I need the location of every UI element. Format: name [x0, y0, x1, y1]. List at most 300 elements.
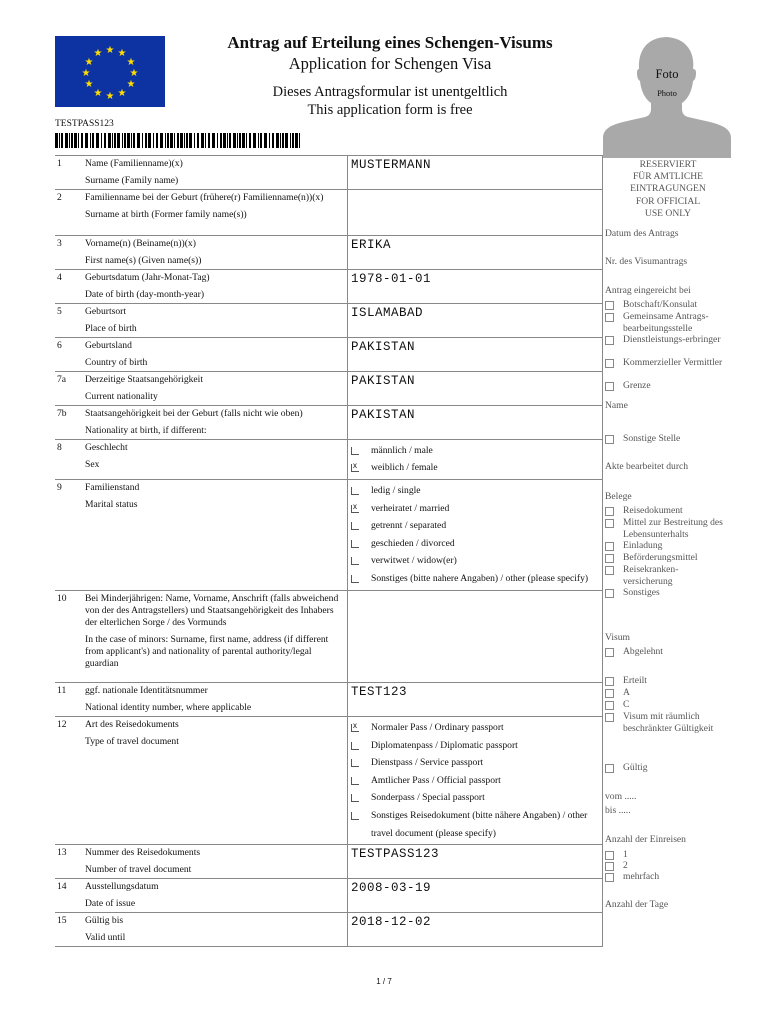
eu-flag-icon	[55, 36, 165, 107]
field-label	[83, 406, 348, 440]
checkbox[interactable]	[605, 713, 614, 722]
barcode-bar	[65, 133, 68, 148]
photo-label-de: Foto	[655, 67, 679, 81]
field-label	[83, 236, 348, 270]
checkbox[interactable]	[351, 812, 359, 820]
checkbox[interactable]	[605, 301, 614, 310]
field-label-de: ggf. nationale Identitätsnummer	[85, 685, 208, 697]
option-label: Sonderpass / Special passport	[371, 792, 485, 804]
name-label: Name	[605, 400, 628, 411]
checkbox[interactable]	[605, 313, 614, 322]
field-label-en: Surname at birth (Former family name(s))	[85, 209, 247, 220]
field-label	[83, 913, 348, 947]
checkbox[interactable]	[351, 742, 359, 750]
radio-option[interactable]	[351, 790, 598, 808]
svg-text:★: ★	[84, 57, 94, 68]
field-value-text: MUSTERMANN	[351, 158, 432, 172]
barcode-bar	[205, 133, 206, 148]
form-row	[55, 683, 603, 717]
barcode-bar	[184, 133, 185, 148]
free-notice-en: This application form is free	[307, 102, 473, 118]
valid-option[interactable]	[605, 762, 648, 774]
checkbox[interactable]	[605, 554, 614, 563]
checkbox[interactable]	[351, 759, 359, 767]
eu-flag-stars	[55, 36, 165, 107]
field-number: 7b	[55, 406, 83, 440]
photo-placeholder[interactable]	[603, 33, 731, 158]
barcode-bar	[112, 133, 113, 148]
field-label-de: Geschlecht	[85, 442, 128, 453]
checkbox[interactable]	[605, 519, 614, 528]
checkbox[interactable]	[605, 764, 614, 773]
form-row	[55, 913, 603, 947]
barcode-bar	[81, 133, 83, 148]
barcode-bar	[201, 133, 204, 148]
reserved-line: RESERVIERT	[639, 159, 697, 170]
field-label-de: Art des Reisedokuments	[85, 719, 179, 731]
official-checkbox-option[interactable]	[605, 711, 731, 734]
checkbox[interactable]	[351, 777, 359, 785]
option-label: Sonstiges (bitte nahere Angaben) / other (please specify)	[371, 572, 589, 584]
field-label-en: Valid until	[85, 932, 126, 944]
field-label-de: Gültig bis	[85, 915, 124, 927]
field-label-de: Staatsangehörigkeit bei der Geburt (falls nicht wie oben)	[85, 408, 303, 419]
form-title-de: Antrag auf Erteilung eines Schengen-Visums	[227, 33, 553, 52]
option-label: ledig / single	[371, 484, 421, 496]
barcode-bar	[194, 133, 195, 148]
checkbox[interactable]	[605, 851, 614, 860]
svg-text:★: ★	[105, 45, 115, 56]
barcode-bar	[239, 133, 241, 148]
field-number: 15	[55, 913, 83, 947]
application-number-label: Nr. des Visumantrags	[605, 256, 688, 267]
checkbox[interactable]	[605, 566, 614, 575]
barcode-bar	[217, 133, 218, 148]
svg-text:★: ★	[126, 79, 136, 90]
checkbox[interactable]	[605, 435, 614, 444]
svg-text:★: ★	[81, 68, 91, 79]
option-label: verheiratet / married	[371, 502, 450, 514]
official-option-label: Reisedokument	[623, 505, 683, 516]
refused-option[interactable]	[605, 646, 663, 658]
field-label-de: Familienstand	[85, 482, 140, 494]
field-value[interactable]	[348, 190, 603, 236]
field-label	[83, 717, 348, 845]
official-option-label: Dienstleistungs-erbringer	[623, 334, 721, 345]
radio-option[interactable]	[351, 517, 598, 535]
form-row	[55, 440, 603, 480]
valid-to-label: bis .....	[605, 805, 631, 816]
barcode-bar	[153, 133, 154, 148]
barcode	[55, 133, 300, 148]
barcode-bar	[253, 133, 256, 148]
reserved-line: USE ONLY	[644, 208, 692, 219]
checkbox[interactable]	[605, 873, 614, 882]
valid-from-label: vom .....	[605, 791, 637, 802]
barcode-bar	[237, 133, 238, 148]
field-value[interactable]	[348, 683, 603, 717]
barcode-bar	[133, 133, 135, 148]
radio-option[interactable]	[351, 570, 598, 588]
entries-label: Anzahl der Einreisen	[605, 834, 686, 845]
barcode-bar	[156, 133, 158, 148]
official-option-label: Erteilt	[623, 675, 647, 686]
other-office-option[interactable]	[605, 433, 680, 445]
field-number: 5	[55, 304, 83, 338]
field-label-en: Surname (Family name)	[85, 175, 179, 186]
field-label	[83, 591, 348, 683]
field-label-en: Place of birth	[85, 323, 137, 334]
barcode-bar	[92, 133, 94, 148]
svg-text:★: ★	[84, 79, 94, 90]
barcode-bar	[280, 133, 281, 148]
form-row	[55, 190, 603, 236]
field-label	[83, 156, 348, 190]
field-label-en: Number of travel document	[85, 864, 192, 876]
radio-option[interactable]	[351, 772, 598, 790]
official-option-label: A	[623, 687, 630, 698]
barcode-bar	[69, 133, 70, 148]
svg-text:★: ★	[117, 88, 127, 99]
field-label-de: Bei Minderjährigen: Name, Vorname, Anschrift (falls abweichend von der des Antragstellers) und Staatsangehörigkeit des Inhabers der elterlichen Sorge / des Vormunds	[85, 593, 339, 629]
official-checkbox-option[interactable]	[605, 687, 731, 699]
barcode-bar	[174, 133, 175, 148]
field-value[interactable]	[348, 845, 603, 879]
field-label-en: Marital status	[85, 499, 138, 511]
official-option-label: Reisekranken-versicherung	[623, 564, 679, 587]
official-checkbox-option[interactable]	[605, 699, 731, 711]
barcode-bar	[122, 133, 123, 148]
official-checkbox-option[interactable]	[605, 871, 731, 883]
checkbox[interactable]	[351, 794, 359, 802]
field-value[interactable]	[348, 156, 603, 190]
official-checkbox-option[interactable]	[605, 311, 731, 334]
official-option-label: Sonstiges	[623, 587, 660, 598]
refused-label: Abgelehnt	[623, 646, 663, 657]
barcode-bar	[131, 133, 132, 148]
field-number: 2	[55, 190, 83, 236]
barcode-bar	[55, 133, 58, 148]
radio-option[interactable]	[351, 737, 598, 755]
field-label-en: Date of issue	[85, 898, 136, 910]
checkbox[interactable]	[351, 575, 359, 583]
barcode-bar	[108, 133, 111, 148]
field-number: 9	[55, 480, 83, 591]
field-label-de: Name (Familienname)(x)	[85, 158, 183, 169]
field-options	[348, 440, 603, 480]
checkbox[interactable]	[605, 862, 614, 871]
field-value[interactable]	[348, 913, 603, 947]
official-checkbox-option[interactable]	[605, 334, 731, 346]
checkbox[interactable]	[605, 542, 614, 551]
option-label: verwitwet / widow(er)	[371, 555, 457, 567]
option-label: Sonstiges Reisedokument (bitte nähere Angaben) / other	[371, 809, 588, 821]
field-number: 1	[55, 156, 83, 190]
radio-option[interactable]	[351, 807, 598, 825]
field-label-en: Sex	[85, 459, 100, 470]
reserved-line: FOR OFFICIAL	[635, 196, 701, 207]
barcode-bar	[197, 133, 199, 148]
barcode-bar	[167, 133, 169, 148]
field-number: 7a	[55, 372, 83, 406]
checkbox[interactable]	[605, 507, 614, 516]
barcode-bar	[295, 133, 298, 148]
official-checkbox-option[interactable]	[605, 357, 731, 369]
checkbox[interactable]	[605, 336, 614, 345]
field-value[interactable]	[348, 338, 603, 372]
free-notice-de: Dieses Antragsformular ist unentgeltlich	[272, 84, 508, 100]
form-row	[55, 480, 603, 591]
field-number: 12	[55, 717, 83, 845]
barcode-bar	[78, 133, 79, 148]
field-label-de: Derzeitige Staatsangehörigkeit	[85, 374, 204, 385]
checkbox[interactable]	[605, 382, 614, 391]
barcode-bar	[276, 133, 279, 148]
option-label: Diplomatenpass / Diplomatic passport	[371, 739, 518, 751]
barcode-bar	[246, 133, 247, 148]
field-value-text: ERIKA	[351, 238, 392, 252]
field-value-text: 1978-01-01	[351, 272, 432, 286]
field-label-de: Geburtsland	[85, 340, 132, 351]
svg-text:★: ★	[129, 68, 139, 79]
official-use-sidebar	[605, 155, 731, 935]
form-row	[55, 338, 603, 372]
application-date-label: Datum des Antrags	[605, 228, 679, 239]
form-row	[55, 236, 603, 270]
form-row	[55, 304, 603, 338]
field-value-text: 2018-12-02	[351, 915, 432, 930]
checkbox[interactable]	[351, 724, 359, 732]
barcode-bar	[229, 133, 231, 148]
field-number: 6	[55, 338, 83, 372]
barcode-bar	[208, 133, 210, 148]
barcode-bar	[74, 133, 77, 148]
reserved-heading	[605, 159, 731, 220]
field-label-en: In the case of minors: Surname, first name, address (if different from applicant's) and nationality of parental authority/legal guardian	[85, 634, 329, 670]
radio-option[interactable]	[351, 500, 598, 518]
official-checkbox-option[interactable]	[605, 849, 731, 861]
checkbox[interactable]	[605, 677, 614, 686]
official-option-label: 2	[623, 860, 628, 871]
field-value-text: ISLAMABAD	[351, 306, 424, 320]
valid-label: Gültig	[623, 762, 648, 773]
checkbox[interactable]	[605, 701, 614, 710]
field-label-de: Ausstellungsdatum	[85, 881, 159, 893]
official-checkbox-option[interactable]	[605, 517, 731, 540]
official-checkbox-option[interactable]	[605, 540, 731, 552]
field-value[interactable]	[348, 270, 603, 304]
reserved-line: EINTRAGUNGEN	[630, 183, 706, 194]
checkbox[interactable]	[351, 487, 359, 495]
checkbox[interactable]	[351, 522, 359, 530]
barcode-bar	[148, 133, 151, 148]
application-form-table	[55, 155, 603, 947]
barcode-bar	[96, 133, 99, 148]
barcode-bar	[223, 133, 226, 148]
barcode-bar	[104, 133, 106, 148]
field-label-de: Vorname(n) (Beiname(n))(x)	[85, 238, 196, 249]
barcode-bar	[145, 133, 147, 148]
radio-option[interactable]	[351, 719, 598, 737]
form-row	[55, 879, 603, 913]
radio-option[interactable]	[351, 442, 598, 460]
field-value-text: PAKISTAN	[351, 340, 416, 354]
barcode-bar	[227, 133, 228, 148]
form-row	[55, 156, 603, 190]
page-number: 1 / 7	[376, 977, 392, 986]
field-label-en: Date of birth (day-month-year)	[85, 289, 205, 300]
field-value[interactable]	[348, 304, 603, 338]
radio-option[interactable]	[351, 482, 598, 500]
submitted-at-label: Antrag eingereicht bei	[605, 285, 691, 296]
checkbox[interactable]	[351, 540, 359, 548]
field-value[interactable]	[348, 591, 603, 683]
barcode-bar	[242, 133, 245, 148]
field-label-de: Nummer des Reisedokuments	[85, 847, 201, 859]
field-label	[83, 440, 348, 480]
official-checkbox-option[interactable]	[605, 675, 731, 687]
field-value[interactable]	[348, 406, 603, 440]
official-option-label: Beförderungsmittel	[623, 552, 698, 563]
field-value-text: 2008-03-19	[351, 881, 432, 896]
field-value[interactable]	[348, 236, 603, 270]
checkbox[interactable]	[351, 557, 359, 565]
checkbox[interactable]	[351, 447, 359, 455]
field-number: 13	[55, 845, 83, 879]
passport-reference: TESTPASS123	[55, 119, 114, 129]
field-value[interactable]	[348, 879, 603, 913]
barcode-bar	[71, 133, 73, 148]
option-label: weiblich / female	[371, 462, 438, 474]
field-number: 3	[55, 236, 83, 270]
barcode-bar	[59, 133, 60, 148]
radio-option[interactable]	[351, 553, 598, 571]
svg-text:★: ★	[126, 57, 136, 68]
field-number: 10	[55, 591, 83, 683]
field-options	[348, 717, 603, 845]
field-label-en: First name(s) (Given name(s))	[85, 255, 202, 266]
checkbox[interactable]	[351, 505, 359, 513]
other-office-label: Sonstige Stelle	[623, 433, 681, 444]
barcode-bar	[260, 133, 262, 148]
field-number: 14	[55, 879, 83, 913]
field-label-en: Type of travel document	[85, 736, 179, 748]
official-option-label: Mittel zur Bestreitung des Lebensunterhalts	[623, 517, 723, 540]
field-value-text: PAKISTAN	[351, 374, 416, 388]
barcode-bar	[165, 133, 166, 148]
barcode-bar	[101, 133, 102, 148]
field-options	[348, 480, 603, 591]
official-option-label: mehrfach	[623, 871, 660, 882]
radio-option[interactable]	[351, 460, 598, 478]
field-label-de: Geburtsdatum (Jahr-Monat-Tag)	[85, 272, 210, 283]
barcode-bar	[186, 133, 188, 148]
official-checkbox-option[interactable]	[605, 860, 731, 872]
barcode-bar	[258, 133, 259, 148]
field-label-de: Geburtsort	[85, 306, 127, 317]
field-label-de: Familienname bei der Geburt (frühere(r) Familienname(n))(x)	[85, 192, 324, 203]
barcode-bar	[220, 133, 222, 148]
official-checkbox-option[interactable]	[605, 564, 731, 587]
checkbox[interactable]	[351, 464, 359, 472]
checkbox[interactable]	[605, 589, 614, 598]
documents-label: Belege	[605, 491, 632, 502]
field-value-text: TESTPASS123	[351, 847, 440, 862]
official-checkbox-option[interactable]	[605, 552, 731, 564]
file-handled-by-label: Akte bearbeitet durch	[605, 461, 689, 472]
photo-label-en: Photo	[657, 88, 677, 98]
svg-text:★: ★	[117, 48, 127, 59]
field-label	[83, 190, 348, 236]
barcode-bar	[212, 133, 215, 148]
barcode-bar	[282, 133, 284, 148]
option-label: getrennt / separated	[371, 520, 447, 532]
barcode-bar	[189, 133, 192, 148]
checkbox[interactable]	[605, 359, 614, 368]
field-label-en: National identity number, where applicable	[85, 702, 252, 714]
svg-text:★: ★	[93, 48, 103, 59]
field-label	[83, 480, 348, 591]
radio-option[interactable]	[351, 754, 598, 772]
barcode-bar	[127, 133, 130, 148]
barcode-bar	[170, 133, 173, 148]
form-row	[55, 406, 603, 440]
option-continuation: travel document (please specify)	[371, 827, 496, 839]
official-checkbox-option[interactable]	[605, 299, 731, 311]
option-label: männlich / male	[371, 444, 433, 456]
form-row	[55, 717, 603, 845]
barcode-bar	[272, 133, 274, 148]
radio-option[interactable]	[351, 535, 598, 553]
barcode-bar	[290, 133, 291, 148]
option-label: Amtlicher Pass / Official passport	[371, 774, 501, 786]
official-option-label: Kommerzieller Vermittler	[623, 357, 723, 368]
days-label: Anzahl der Tage	[605, 899, 669, 910]
field-label	[83, 338, 348, 372]
field-value[interactable]	[348, 372, 603, 406]
barcode-bar	[269, 133, 270, 148]
form-row	[55, 372, 603, 406]
field-number: 8	[55, 440, 83, 480]
barcode-bar	[292, 133, 294, 148]
form-row	[55, 845, 603, 879]
form-row	[55, 270, 603, 304]
official-option-label: Einladung	[623, 540, 663, 551]
barcode-bar	[142, 133, 143, 148]
field-number: 4	[55, 270, 83, 304]
barcode-bar	[160, 133, 163, 148]
official-option-label: Grenze	[623, 380, 651, 391]
barcode-bar	[180, 133, 183, 148]
field-label-en: Nationality at birth, if different:	[85, 425, 207, 436]
option-label: Normaler Pass / Ordinary passport	[371, 721, 504, 733]
checkbox[interactable]	[605, 689, 614, 698]
barcode-bar	[249, 133, 251, 148]
field-value-text: PAKISTAN	[351, 408, 416, 422]
field-number: 11	[55, 683, 83, 717]
barcode-bar	[233, 133, 236, 148]
checkbox[interactable]	[605, 648, 614, 657]
barcode-bar	[299, 133, 300, 148]
official-checkbox-option[interactable]	[605, 587, 731, 599]
option-label: Dienstpass / Service passport	[371, 757, 484, 769]
field-value-text: TEST123	[351, 685, 408, 700]
official-checkbox-option[interactable]	[605, 380, 731, 392]
barcode-bar	[285, 133, 288, 148]
official-checkbox-option[interactable]	[605, 505, 731, 517]
official-option-label: Visum mit räumlich beschränkter Gültigkeit	[623, 711, 714, 734]
option-label: geschieden / divorced	[371, 537, 455, 549]
